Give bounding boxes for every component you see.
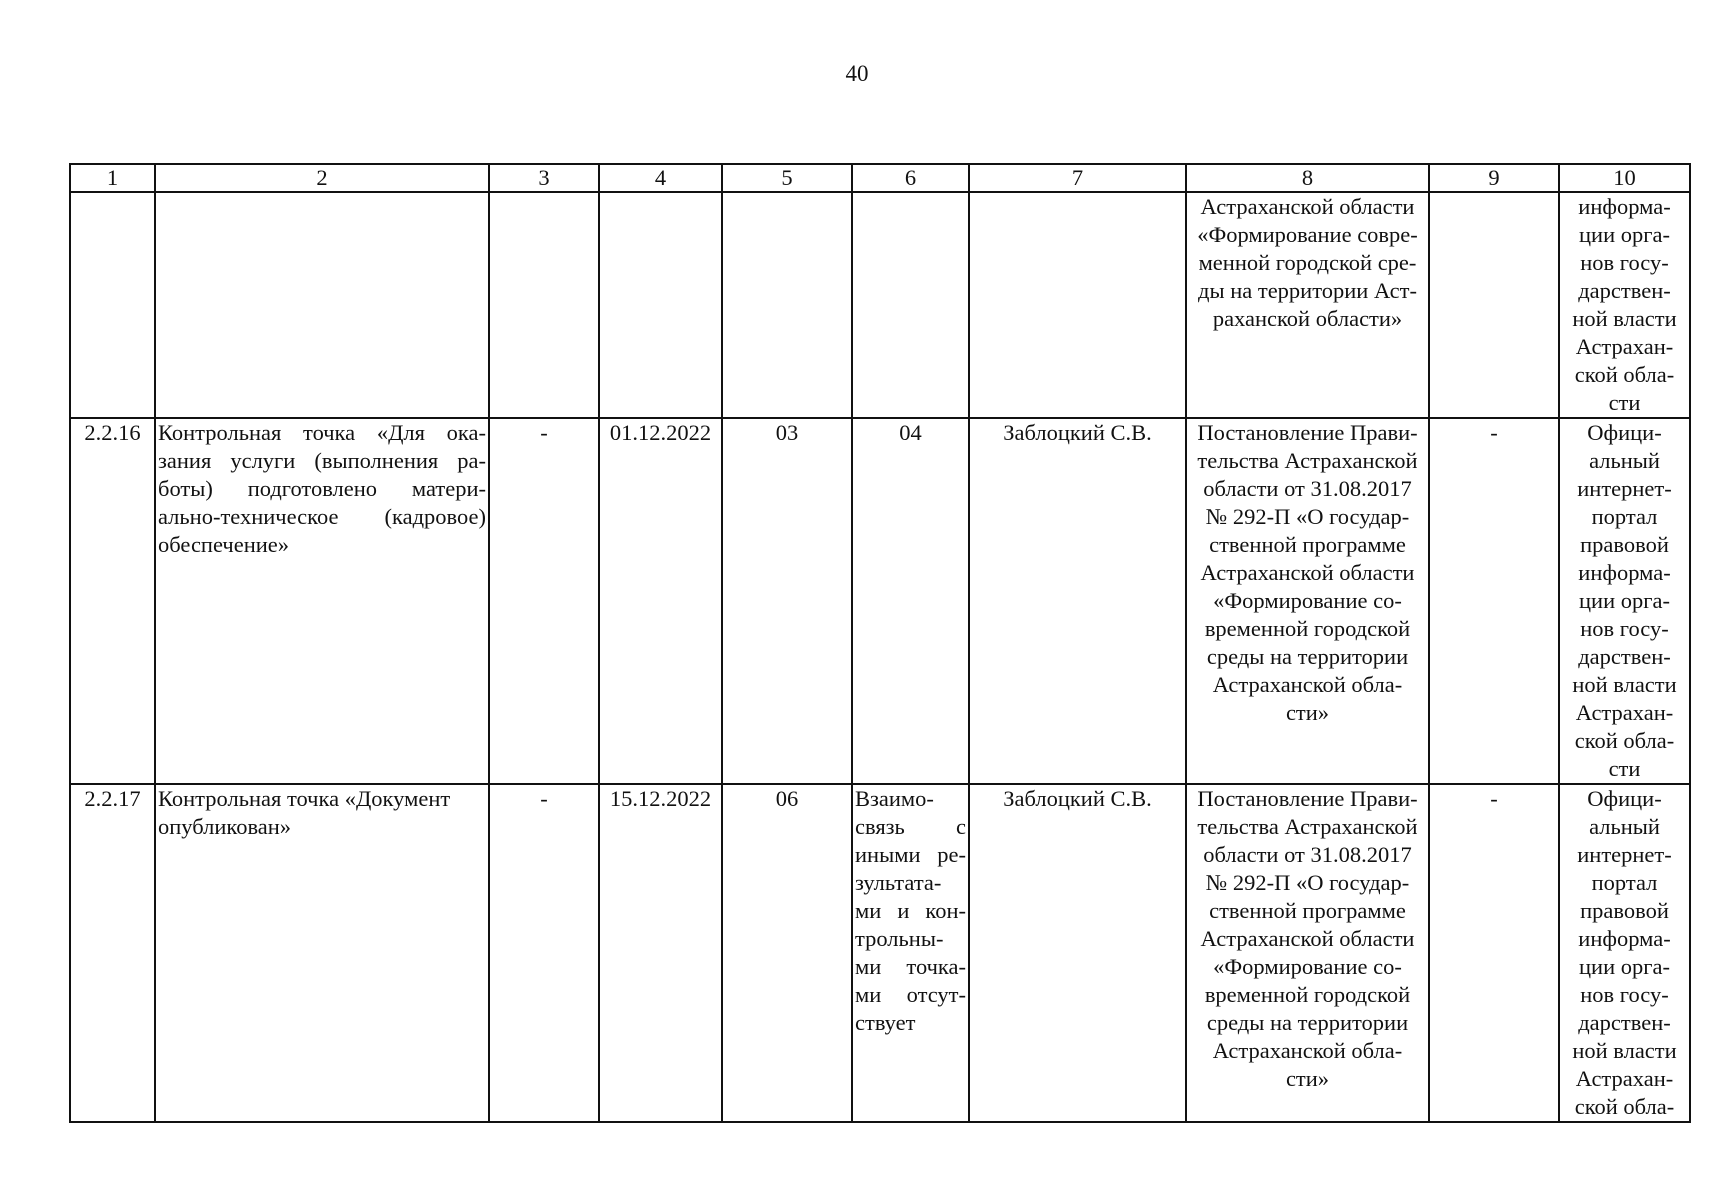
cell-item-name: Контрольная точка «Для ока- зания услуги (выполнения ра- боты) подготовлено матери- ально-техническое (кадровое) обеспечение»: [155, 418, 489, 784]
cell-item-number: 2.2.17: [70, 784, 155, 1122]
cell-col3: -: [489, 784, 599, 1122]
cell-document: Постановление Прави- тельства Астраханской области от 31.08.2017 № 292-П «О государ- ственной программе Астраханской области «Формирование со- временной городской среды на территории Астраханской обла- сти»: [1186, 418, 1429, 784]
cell-item-number: 2.2.16: [70, 418, 155, 784]
cell-date: 01.12.2022: [599, 418, 722, 784]
column-header-4: 4: [599, 164, 722, 192]
cell-col5: 03: [722, 418, 852, 784]
table-header-row: [70, 164, 1690, 192]
cell-col3: -: [489, 418, 599, 784]
cell-empty: [599, 192, 722, 418]
cell-col6: Взаимо- связь с иными ре- зультата- ми и кон- трольны- ми точка- ми отсут- ствует: [852, 784, 969, 1122]
cell-responsible: Заблоцкий С.В.: [969, 418, 1186, 784]
column-header-8: 8: [1186, 164, 1429, 192]
cell-document-continuation: Астраханской области «Формирование совре- менной городской сре- ды на территории Аст- раханской области»: [1186, 192, 1429, 418]
cell-document: Постановление Прави- тельства Астраханской области от 31.08.2017 № 292-П «О государ- ственной программе Астраханской области «Формирование со- временной городской среды на территории Астраханской обла- сти»: [1186, 784, 1429, 1122]
cell-empty: [155, 192, 489, 418]
table-row: [70, 784, 1690, 1122]
cell-date: 15.12.2022: [599, 784, 722, 1122]
column-header-5: 5: [722, 164, 852, 192]
cell-empty: [722, 192, 852, 418]
cell-empty: [852, 192, 969, 418]
column-header-3: 3: [489, 164, 599, 192]
cell-col5: 06: [722, 784, 852, 1122]
cell-empty: [969, 192, 1186, 418]
column-header-2: 2: [155, 164, 489, 192]
cell-source-continuation: информа- ции орга- нов госу- дарствен- ной власти Астрахан- ской обла- сти: [1559, 192, 1690, 418]
cell-source: Офици- альный интернет- портал правовой информа- ции орга- нов госу- дарствен- ной власти Астрахан- ской обла-: [1559, 784, 1690, 1122]
cell-source: Офици- альный интернет- портал правовой информа- ции орга- нов госу- дарствен- ной власти Астрахан- ской обла- сти: [1559, 418, 1690, 784]
page-number: 40: [845, 61, 869, 86]
column-header-6: 6: [852, 164, 969, 192]
cell-col9: -: [1429, 418, 1559, 784]
cell-responsible: Заблоцкий С.В.: [969, 784, 1186, 1122]
cell-col6: 04: [852, 418, 969, 784]
cell-item-name: Контрольная точка «Документ опубликован»: [155, 784, 489, 1122]
cell-empty: [70, 192, 155, 418]
cell-empty: [489, 192, 599, 418]
table-row-continuation: [70, 192, 1690, 418]
cell-col9: -: [1429, 784, 1559, 1122]
table-row: [70, 418, 1690, 784]
document-table: [69, 163, 1691, 1123]
column-header-7: 7: [969, 164, 1186, 192]
cell-empty: [1429, 192, 1559, 418]
column-header-10: 10: [1559, 164, 1690, 192]
column-header-9: 9: [1429, 164, 1559, 192]
column-header-1: 1: [70, 164, 155, 192]
